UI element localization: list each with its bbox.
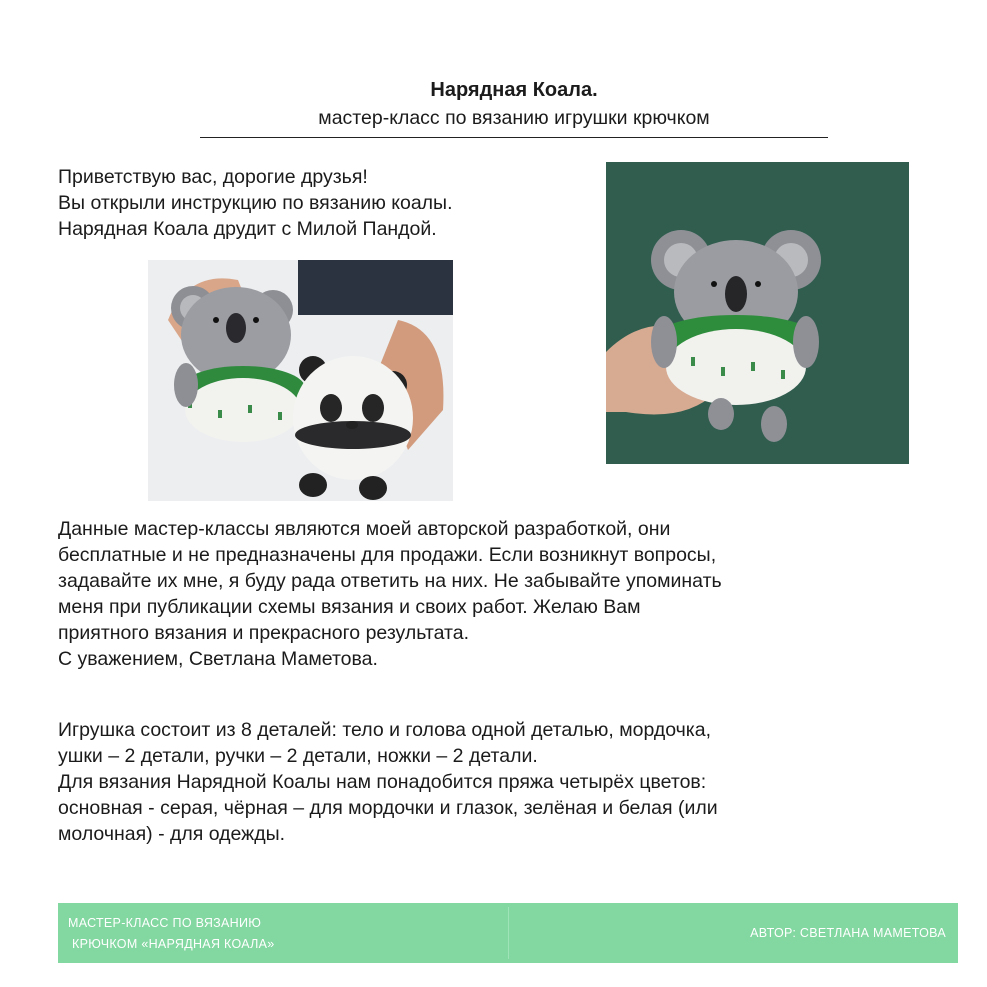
- footer-title-line: КРЮЧКОМ «НАРЯДНАЯ КОАЛА»: [72, 937, 275, 951]
- author-note-paragraph: [58, 516, 722, 672]
- intro-line: Нарядная Коала друдит с Милой Пандой.: [58, 218, 437, 240]
- intro-line: Вы открыли инструкцию по вязанию коалы.: [58, 192, 453, 214]
- paragraph-line: меня при публикации схемы вязания и своих работ. Желаю Вам: [58, 596, 641, 618]
- footer-divider: [508, 907, 509, 959]
- paragraph-line: Для вязания Нарядной Коалы нам понадобится пряжа четырёх цветов:: [58, 771, 707, 793]
- paragraph-line: молочная) - для одежды.: [58, 823, 286, 845]
- page-footer: [58, 903, 958, 963]
- koala-photo: [606, 162, 909, 464]
- paragraph-line: приятного вязания и прекрасного результата.: [58, 622, 469, 644]
- intro-text: [58, 164, 453, 242]
- paragraph-line: задавайте их мне, я буду рада ответить на них. Не забывайте упоминать: [58, 570, 722, 592]
- materials-paragraph: [58, 717, 718, 847]
- paragraph-line: Игрушка состоит из 8 деталей: тело и голова одной деталью, мордочка,: [58, 719, 712, 741]
- paragraph-line: основная - серая, чёрная – для мордочки и глазок, зелёная и белая (или: [58, 797, 718, 819]
- footer-title-line: МАСТЕР-КЛАСС ПО ВЯЗАНИЮ: [68, 916, 262, 930]
- paragraph-line: С уважением, Светлана Маметова.: [58, 648, 378, 670]
- document-title: Нарядная Коала.: [430, 79, 598, 101]
- intro-line: Приветствую вас, дорогие друзья!: [58, 166, 368, 188]
- footer-title: [68, 913, 275, 955]
- paragraph-line: ушки – 2 детали, ручки – 2 детали, ножки – 2 детали.: [58, 745, 538, 767]
- paragraph-line: Данные мастер-классы являются моей авторской разработкой, они: [58, 518, 671, 540]
- footer-author: АВТОР: СВЕТЛАНА МАМЕТОВА: [750, 926, 946, 940]
- document-subtitle: мастер-класс по вязанию игрушки крючком: [200, 105, 828, 138]
- koala-panda-photo: [148, 260, 453, 501]
- paragraph-line: бесплатные и не предназначены для продажи. Если возникнут вопросы,: [58, 544, 717, 566]
- document-header: [200, 78, 828, 138]
